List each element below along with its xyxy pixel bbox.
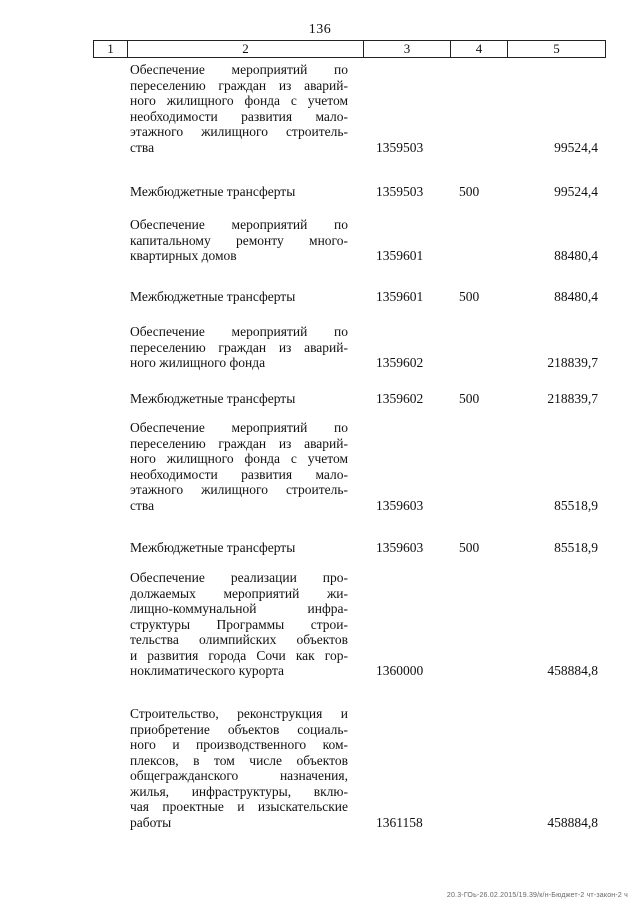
description-line: ного жилищного фонда с учетом [130,93,348,108]
row-code: 1359602 [376,355,424,370]
row-description [130,706,348,830]
header-col-4: 4 [451,41,508,57]
row-amount: 99524,4 [554,139,598,155]
row-amount: 88480,4 [554,248,598,263]
description-line: этажного жилищного строитель- [130,124,348,139]
description-line: ства [130,139,155,155]
row-code: 1359601 [376,248,424,263]
row-amount: 458884,8 [547,814,598,830]
description-line: и развития города Сочи как гор- [130,647,348,663]
row-description [130,570,348,679]
description-line: структуры Программы строи- [130,616,348,632]
description-line: переселению граждан из аварий- [130,435,348,451]
row-amount: 99524,4 [554,184,598,199]
row-description [130,324,348,371]
description-line: ноклиматического курорта [130,663,285,678]
description-line: квартирных домов [130,248,237,263]
row-expense-type: 500 [459,540,480,555]
footer-code: 20.3-ГОь-26.02.2015/19.39/к/н-Бюджет-2 чт-закон-2 ч [446,892,628,899]
description-line: Обеспечение реализации про- [130,570,348,585]
description-line: необходимости развития мало- [130,466,348,482]
row-expense-type: 500 [459,184,480,199]
row-description [130,420,348,513]
description-line: этажного жилищного строитель- [130,482,348,497]
description-line: Обеспечение мероприятий по [130,420,348,435]
row-code: 1359503 [376,184,424,199]
header-col-5: 5 [553,41,560,56]
description-line: работы [130,814,172,830]
row-description [130,289,348,305]
page-number: 136 [308,22,332,37]
description-line: Межбюджетные трансферты [130,540,296,555]
row-code: 1359503 [376,139,424,155]
header-col-3: 3 [364,41,451,57]
description-line: переселению граждан из аварий- [130,77,348,93]
description-line: Строительство, реконструкция и [130,706,348,721]
row-description [130,391,348,407]
table-header [93,40,606,58]
description-line: Обеспечение мероприятий по [130,324,348,339]
row-description [130,217,348,264]
description-line: ного и производственного ком- [130,737,348,752]
description-line: плексов, в том числе объектов [130,752,348,768]
description-line: Межбюджетные трансферты [130,391,296,406]
description-line: Обеспечение мероприятий по [130,217,348,232]
row-amount: 85518,9 [554,540,598,555]
description-line: чая проектные и изыскательские [130,799,348,814]
row-amount: 85518,9 [554,497,598,513]
row-description [130,62,348,155]
description-line: ного жилищного фонда [130,355,266,370]
description-line: ства [130,497,155,513]
description-line: Межбюджетные трансферты [130,184,296,199]
description-line: необходимости развития мало- [130,108,348,124]
row-amount: 88480,4 [554,289,598,304]
row-amount: 458884,8 [547,663,598,678]
header-col-2: 2 [128,41,364,57]
row-description [130,540,348,556]
row-code: 1359603 [376,497,424,513]
description-line: переселению граждан из аварий- [130,339,348,355]
row-expense-type: 500 [459,289,480,304]
row-code: 1359602 [376,391,424,406]
row-code: 1360000 [376,663,424,678]
row-description [130,184,348,200]
description-line: лищно-коммунальной инфра- [130,601,348,616]
row-code: 1359601 [376,289,424,304]
description-line: должаемых мероприятий жи- [130,585,348,601]
description-line: капитальному ремонту много- [130,232,348,248]
description-line: Обеспечение мероприятий по [130,62,348,77]
description-line: Межбюджетные трансферты [130,289,296,304]
description-line: ного жилищного фонда с учетом [130,451,348,466]
header-col-1: 1 [94,41,128,57]
description-line: общегражданского назначения, [130,768,348,783]
row-amount: 218839,7 [547,391,598,406]
row-expense-type: 500 [459,391,480,406]
description-line: жилья, инфраструктуры, вклю- [130,783,348,799]
row-amount: 218839,7 [547,355,598,370]
description-line: приобретение объектов социаль- [130,721,348,737]
row-code: 1361158 [376,814,423,830]
description-line: тельства олимпийских объектов [130,632,348,647]
row-code: 1359603 [376,540,424,555]
